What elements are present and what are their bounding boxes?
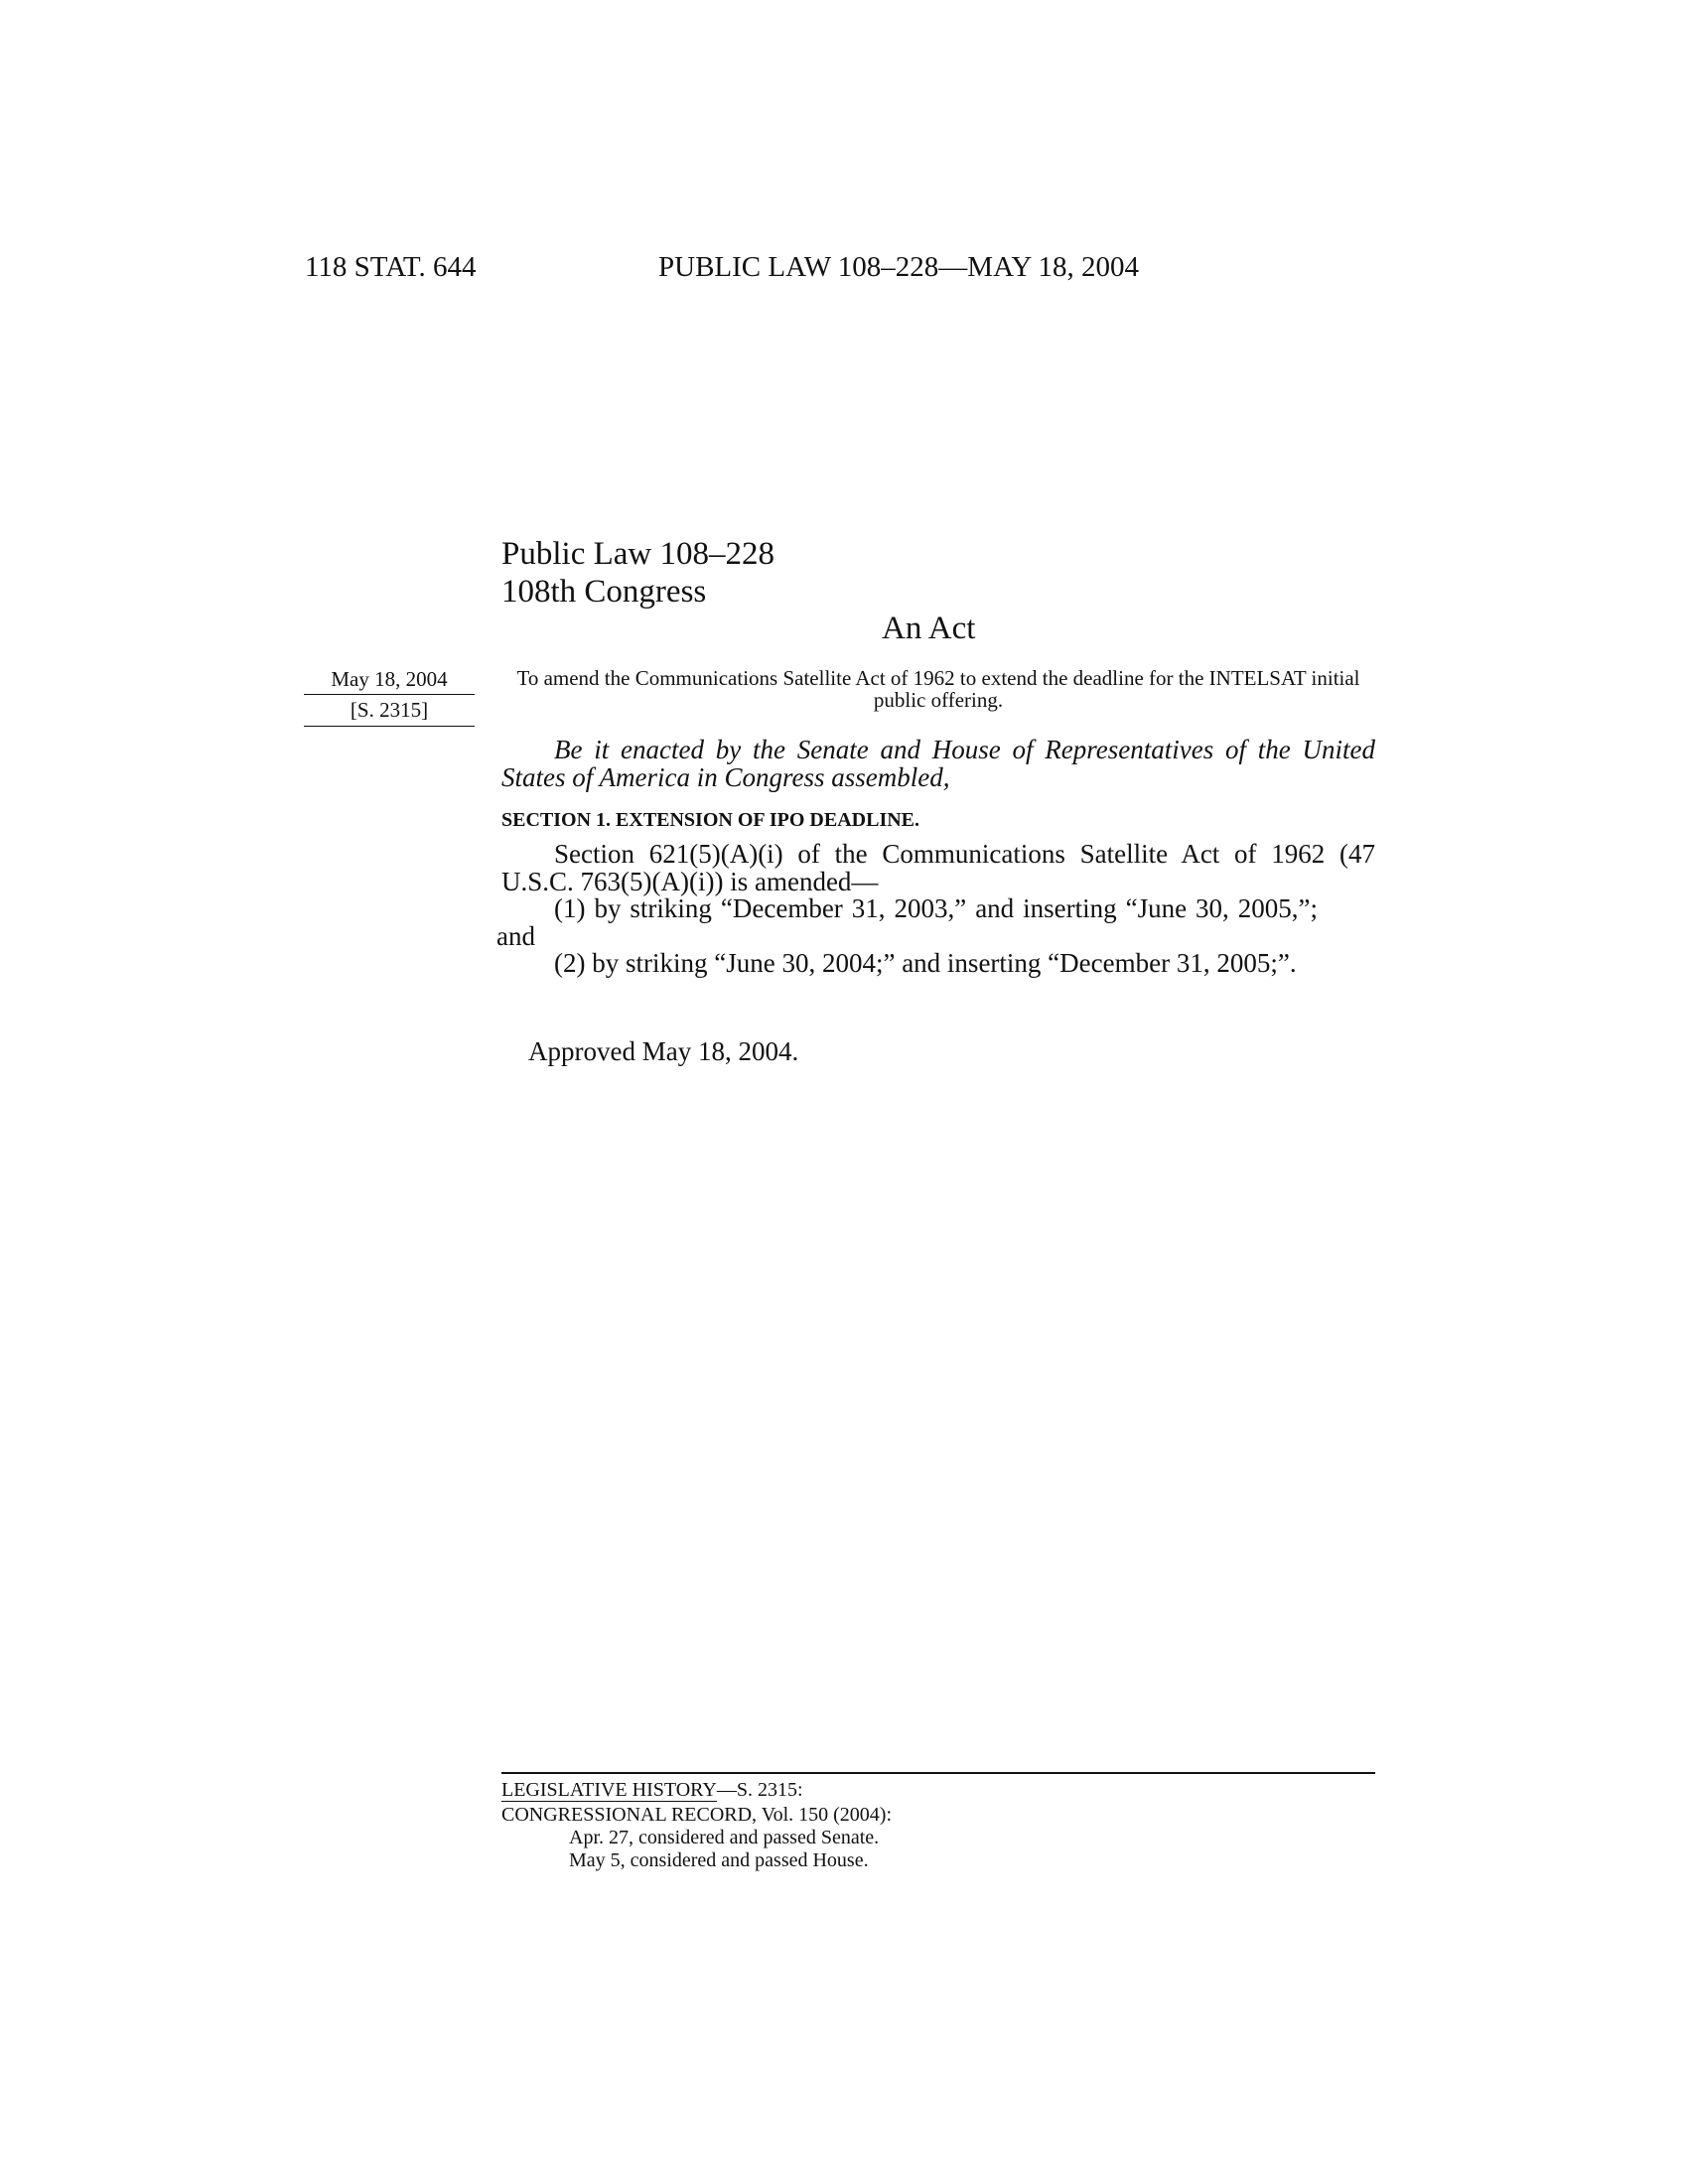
approval-line: Approved May 18, 2004. — [528, 1036, 799, 1066]
act-purpose: To amend the Communications Satellite Act of 1962 to extend the deadline for the INTELSAT initial public offering. — [516, 666, 1360, 712]
public-law-number: Public Law 108–228 — [501, 536, 774, 572]
legislative-history-bill: —S. 2315: — [716, 1779, 803, 1801]
amendment-item: (1) by striking “December 31, 2003,” and inserting “June 30, 2005,”; and — [496, 893, 1318, 951]
margin-note-date: May 18, 2004 — [304, 667, 475, 695]
footer-divider — [501, 1772, 1375, 1774]
legislative-history-heading — [501, 1779, 803, 1802]
legislative-action: Apr. 27, considered and passed Senate. — [569, 1827, 880, 1848]
section-heading: SECTION 1. EXTENSION OF IPO DEADLINE. — [501, 809, 920, 831]
legislative-action: May 5, considered and passed House. — [569, 1849, 869, 1871]
running-title: PUBLIC LAW 108–228—MAY 18, 2004 — [658, 251, 1139, 283]
section-intro: Section 621(5)(A)(i) of the Communications Satellite Act of 1962 (47 U.S.C. 763(5)(A)(i)) is amended— — [501, 839, 1375, 896]
amendment-item: (2) by striking “June 30, 2004;” and inserting “December 31, 2005;”. — [554, 948, 1297, 978]
page-reference: 118 STAT. 644 — [305, 251, 477, 283]
legislative-history-label: LEGISLATIVE HISTORY — [501, 1779, 717, 1801]
margin-note-bill: [S. 2315] — [304, 698, 475, 727]
congressional-record: CONGRESSIONAL RECORD, Vol. 150 (2004): — [501, 1804, 892, 1826]
an-act-heading: An Act — [882, 611, 976, 646]
enacting-clause: Be it enacted by the Senate and House of Representatives of the United States of America in Congress assembled, — [501, 735, 1375, 792]
congress-label: 108th Congress — [501, 574, 707, 610]
